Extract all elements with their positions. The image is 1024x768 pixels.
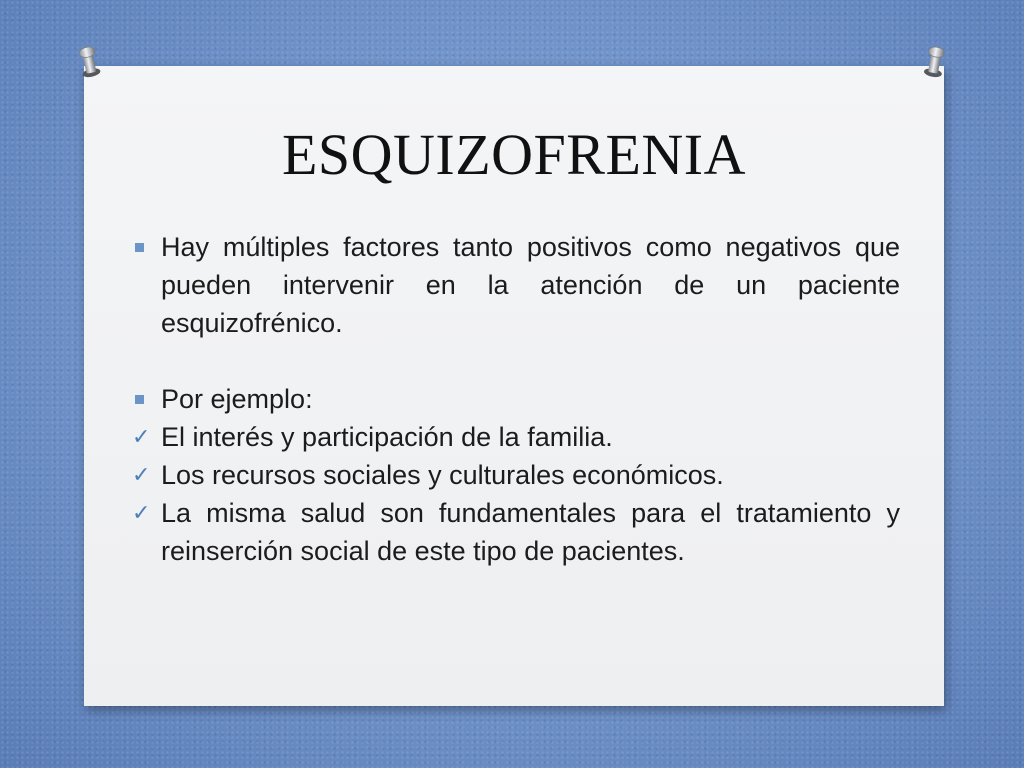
square-bullet-icon [132,380,144,418]
slide-content [132,228,900,570]
list-item-text: Por ejemplo: [161,384,313,414]
list-item-text: El interés y participación de la familia. [161,422,613,452]
list-item-text: La misma salud son fundamentales para el tratamiento y reinserción social de este tipo de pacientes. [161,498,900,566]
list-item [132,456,900,494]
square-bullet-icon [132,228,144,266]
list-item-text: Hay múltiples factores tanto positivos como negativos que pueden intervenir en la atención de un paciente esquizofrénico. [161,232,900,338]
push-pin-icon [919,42,951,80]
list-item-text: Los recursos sociales y culturales económicos. [161,460,724,490]
checkmark-icon: ✓ [132,424,151,449]
slide-title: ESQUIZOFRENIA [281,122,747,187]
checkmark-icon: ✓ [132,500,151,525]
checkmark-icon: ✓ [132,462,151,487]
list-item [132,228,900,342]
list-item [132,494,900,570]
list-item [132,380,900,418]
list-item [132,418,900,456]
push-pin-icon [73,42,106,81]
